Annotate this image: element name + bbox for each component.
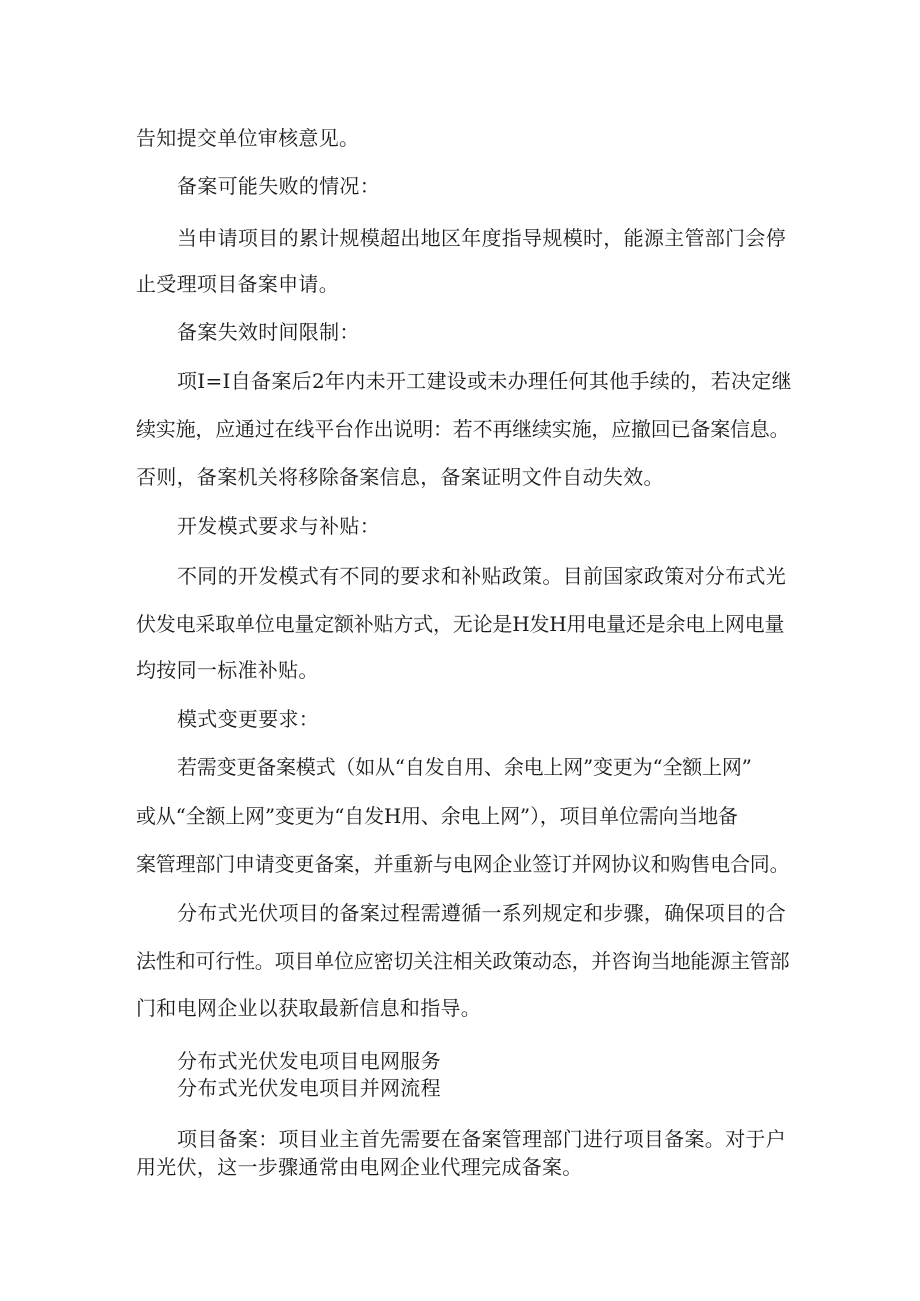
paragraph-line: 法性和可行性。项目单位应密切关注相关政策动态，并咨询当地能源主管部 (136, 949, 790, 973)
paragraph-line: 案管理部门申请变更备案，并重新与电网企业签订并网协议和购售电合同。 (136, 852, 790, 876)
paragraph-line: 止受理项目备案申请。 (136, 272, 339, 296)
section-heading: 模式变更要求： (177, 707, 320, 731)
paragraph-line: 续实施，应通过在线平台作出说明：若不再继续实施，应撤回已备案信息。 (136, 417, 790, 441)
paragraph-line: 门和电网企业以获取最新信息和指导。 (136, 996, 482, 1020)
paragraph-line: 否则，备案机关将移除备案信息，备案证明文件自动失效。 (136, 465, 664, 489)
subheading-grid-connection-process: 分布式光伏发电项目并网流程 (177, 1076, 441, 1100)
paragraph-line: 用光伏，这一步骤通常由电网企业代理完成备案。 (136, 1155, 583, 1179)
paragraph-line: 分布式光伏项目的备案过程需遵循一系列规定和步骤，确保项目的合 (177, 901, 786, 925)
paragraph-line: 项目备案：项目业主首先需要在备案管理部门进行项目备案。对于户 (177, 1127, 786, 1151)
section-heading: 备案失效时间限制： (177, 320, 360, 344)
paragraph-line: 均按同一标准补贴。 (136, 658, 319, 682)
paragraph-line: 不同的开发模式有不同的要求和补贴政策。目前国家政策对分布式光 (177, 564, 786, 588)
section-heading: 备案可能失败的情况： (177, 174, 380, 198)
paragraph-line: 当申请项目的累计规模超出地区年度指导规模时，能源主管部门会停 (177, 226, 786, 250)
paragraph-line: 或从“全额上网”变更为“自发H用、余电上网”），项目单位需向当地备 (136, 804, 738, 828)
section-heading: 开发模式要求与补贴： (177, 514, 380, 538)
subheading-grid-service: 分布式光伏发电项目电网服务 (177, 1049, 441, 1073)
paragraph-line: 告知提交单位审核意见。 (136, 126, 360, 150)
paragraph-line: 若需变更备案模式（如从“自发自用、余电上网”变更为“全额上网” (177, 755, 752, 779)
paragraph-line: 项I=I自备案后2年内未开工建设或未办理任何其他手续的，若决定继 (177, 369, 792, 393)
paragraph-line: 伏发电采取单位电量定额补贴方式，无论是H发H用电量还是余电上网电量 (136, 612, 785, 636)
